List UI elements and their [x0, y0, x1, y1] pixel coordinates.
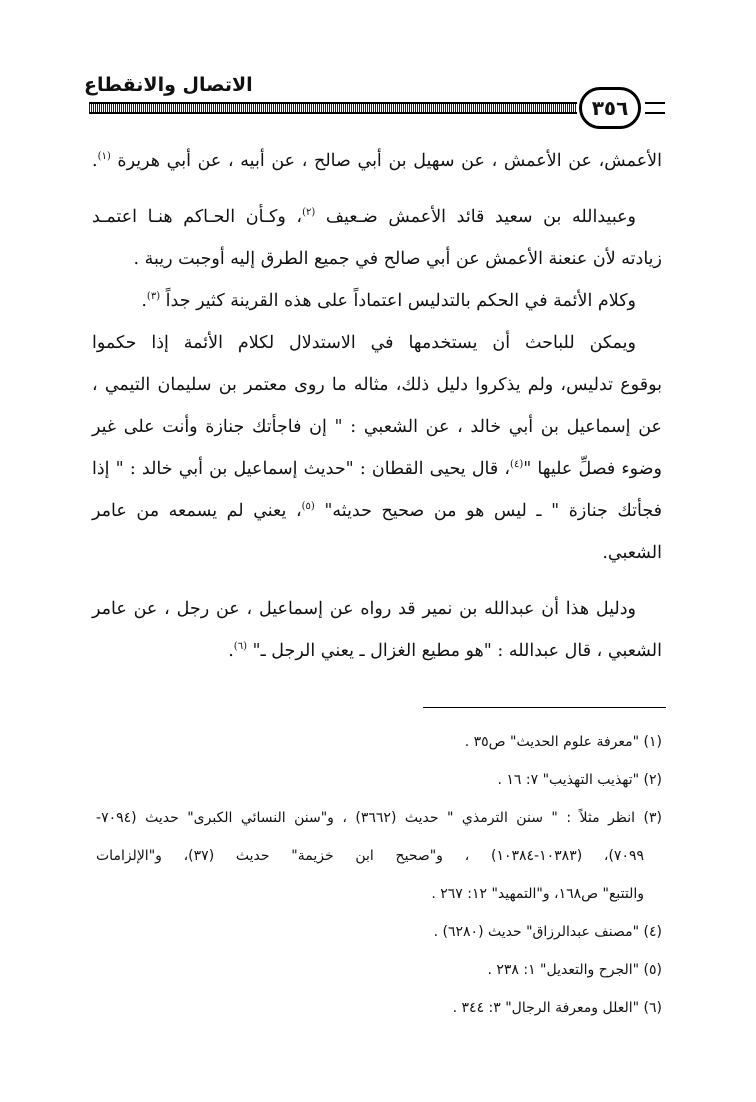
footnote: (٣) انظر مثلاً : " سنن الترمذي " حديث (٣٦٦٢) ، و"سنن النسائي الكبرى" حديث (٧٠٩٤- — [96, 810, 663, 826]
footnote: (٤) "مصنف عبدالرزاق" حديث (٦٢٨٠) . — [433, 924, 662, 940]
footnote-divider — [423, 707, 666, 708]
footnote-ref: (٢) — [302, 207, 316, 218]
chapter-title: الاتصال والانقطاع — [84, 74, 253, 96]
footnote-ref: (٣) — [146, 291, 161, 302]
page-number: ٣٥٦ — [579, 87, 641, 129]
body-text — [92, 140, 662, 672]
footnote: (١) "معرفة علوم الحديث" ص٣٥ . — [464, 734, 662, 750]
footnote: (٢) "تهذيب التهذيب" ٧: ١٦ . — [497, 772, 662, 788]
text-line: وكلام الأئمة في الحكم بالتدليس اعتماداً على هذه القرينة كثير جداً $^{(٣)}$. — [141, 291, 636, 311]
footnote-ref: (٦) — [233, 641, 247, 652]
text-line: زيادته لأن عنعنة الأعمش عن أبي صالح في جميع الطرق إليه أوجبت ريبة . — [133, 249, 662, 269]
footnote: (٥) "الجرح والتعديل" ١: ٢٣٨ . — [487, 962, 662, 978]
text-line: فجأتك جنازة " ـ ليس هو من صحيح حديثه" $^{(٥)}$، يعني لم يسمعه من عامر — [92, 501, 662, 521]
text-line: وضوء فصلِّ عليها "$^{(٤)}$، قال يحيى القطان : "حديث إسماعيل بن أبي خالد : " إذا — [92, 459, 662, 479]
text-line: بوقوع تدليس، ولم يذكروا دليل ذلك، مثاله ما روى معتمر بن سليمان التيمي ، — [92, 375, 662, 395]
text-line: الشعبي ، قال عبدالله : "هو مطيع الغزال ـ يعني الرجل ـ" $^{(٦)}$. — [228, 641, 662, 661]
header-rule — [89, 102, 577, 114]
header-rule-right — [645, 102, 665, 114]
footnotes — [96, 723, 662, 1027]
footnote-ref: (٥) — [301, 501, 315, 512]
footnote-ref: (٤) — [510, 459, 524, 470]
text-line: الأعمش، عن الأعمش ، عن سهيل بن أبي صالح ، عن أبيه ، عن أبي هريرة $^{(١)}$. — [92, 151, 662, 171]
footnote-continuation: والتتبع" ص١٦٨، و"التمهيد" ١٢: ٢٦٧ . — [431, 886, 644, 902]
text-line: الشعبي. — [602, 543, 662, 563]
text-line: ويمكن للباحث أن يستخدمها في الاستدلال لكلام الأئمة إذا حكموا — [92, 333, 636, 353]
text-line: ودليل هذا أن عبدالله بن نمير قد رواه عن إسماعيل ، عن رجل ، عن عامر — [92, 599, 636, 619]
footnote: (٦) "العلل ومعرفة الرجال" ٣: ٣٤٤ . — [452, 1000, 662, 1016]
text-line: عن إسماعيل بن أبي خالد ، عن الشعبي : " إن فاجأتك جنازة وأنت على غير — [92, 417, 662, 437]
footnote-continuation: ٧٠٩٩)، (١٠٣٨٣-١٠٣٨٤) ، و"صحيح ابن خزيمة" حديث (٣٧)، و"الإلزامات — [96, 848, 644, 864]
footnote-ref: (١) — [97, 151, 111, 162]
text-line: وعبيدالله بن سعيد قائد الأعمش ضـعيف $^{(٢)}$، وكـأن الحـاكم هنـا اعتمـد — [92, 207, 636, 227]
